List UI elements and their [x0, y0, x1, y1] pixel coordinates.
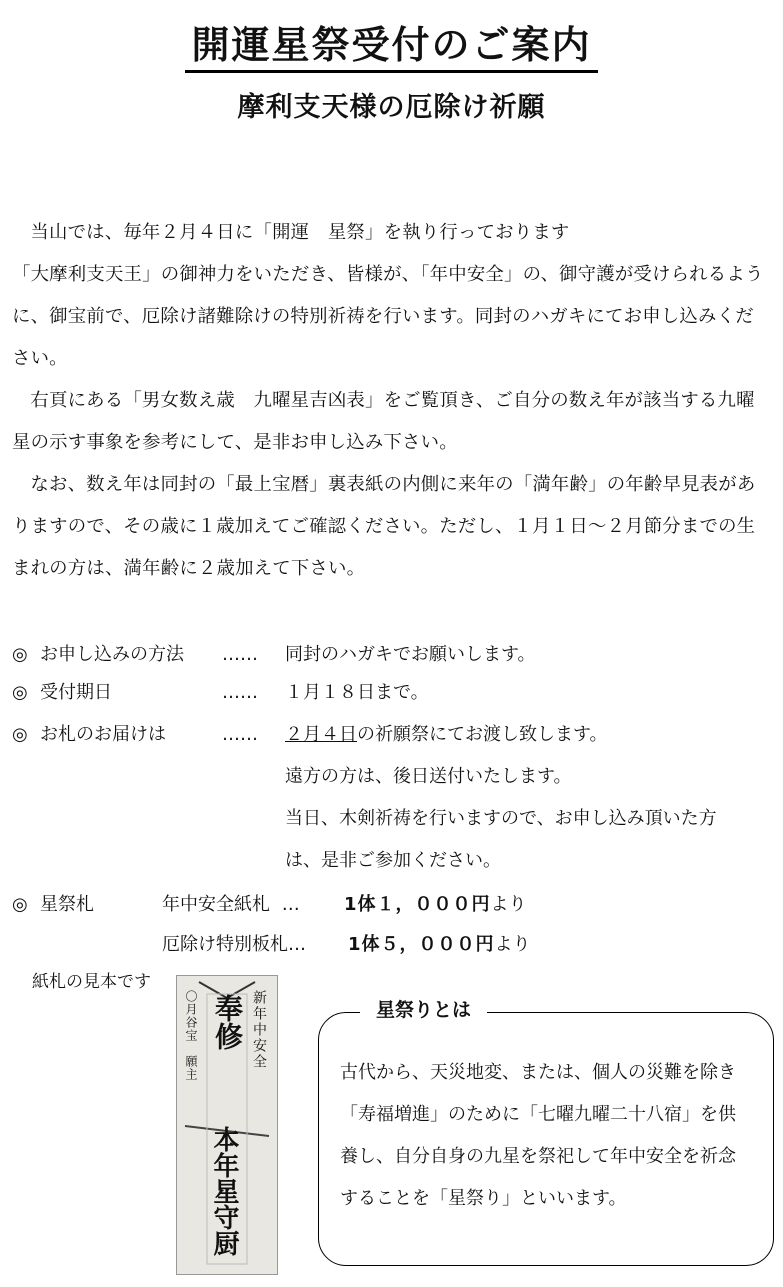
- fuda1-row: [162, 886, 300, 924]
- fuda2-dots: …: [288, 934, 306, 955]
- bullet-mark: ◎: [12, 894, 28, 915]
- fuda1-price: 1体１，０００円: [344, 894, 491, 915]
- hoshi-line: 養し、自分自身の九星を祭祀して年中安全を祈念: [340, 1146, 736, 1167]
- fuda1-name: 年中安全紙札: [162, 894, 270, 915]
- main-text: [12, 212, 772, 590]
- fuda1-suffix: より: [490, 894, 527, 915]
- fuda2-name: 厄除け特別板札: [162, 934, 288, 955]
- info-row-method: [12, 636, 184, 674]
- deadline-label: 受付期日: [40, 682, 112, 703]
- bullet-mark: ◎: [12, 644, 28, 665]
- paragraph-intro: 当山では、毎年２月４日に「開運 星祭」を執り行っております: [30, 222, 570, 243]
- fuda-label: 星祭札: [40, 894, 94, 915]
- sample-label: 紙札の見本です: [32, 972, 151, 992]
- fuda1-dots: …: [281, 894, 300, 915]
- info-row-fuda: [12, 886, 94, 924]
- sample-charm-image: [176, 975, 278, 1275]
- method-dots: ……: [222, 644, 258, 665]
- hoshi-line: 古代から、天災地変、または、個人の災難を除き: [340, 1062, 736, 1083]
- charm-main-bottom: 本年星守厨: [209, 1126, 239, 1256]
- delivery-date: ２月４日: [285, 724, 357, 745]
- delivery-line-remote: 遠方の方は、後日送付いたします。: [285, 766, 572, 787]
- deadline-value: １月１８日まで。: [285, 682, 429, 703]
- deadline-dots: ……: [222, 682, 258, 703]
- charm-right-text: 新年中安全: [251, 990, 267, 1070]
- page-subtitle: 摩利支天様の厄除け祈願: [237, 92, 546, 123]
- hoshi-matsuri-title: 星祭りとは: [360, 996, 487, 1024]
- delivery-line-ceremony: 当日、木剣祈祷を行いますので、お申し込み頂いた方: [285, 808, 717, 829]
- delivery-value: [285, 716, 608, 754]
- method-label: お申し込みの方法: [40, 644, 184, 665]
- fuda2-suffix: より: [494, 934, 531, 955]
- paragraph-chart-reference: 右頁にある「男女数え歳 九曜星吉凶表」をご覧頂き、ご自分の数え年が該当する九曜星の示す事象を参考にして、是非お申し込み下さい。: [12, 390, 755, 453]
- charm-left-text: 〇月谷宝 願主: [184, 990, 198, 1081]
- paragraph-prayer: 「大摩利支天王」の御神力をいただき、皆様が、「年中安全」の、御守護が受けられるように、御宝前で、厄除け諸難除けの特別祈祷を行います。同封のハガキにてお申し込みください。: [12, 264, 764, 369]
- bullet-mark: ◎: [12, 724, 28, 745]
- method-value: 同封のハガキでお願いします。: [285, 644, 536, 665]
- fuda2-price: 1体５，０００円: [348, 934, 495, 955]
- charm-main-top: 奉修: [211, 994, 244, 1050]
- delivery-label: お札のお届けは: [40, 724, 166, 745]
- fuda1-price-row: [344, 886, 527, 924]
- bullet-mark: ◎: [12, 682, 28, 703]
- page-title: [0, 22, 783, 73]
- hoshi-line: することを「星祭り」といいます。: [340, 1188, 627, 1209]
- info-row-delivery: [12, 716, 166, 754]
- hoshi-matsuri-text: [340, 1052, 760, 1220]
- delivery-value-rest: の祈願祭にてお渡し致します。: [357, 724, 608, 745]
- fuda2-row: [162, 926, 306, 964]
- hoshi-line: 「寿福増進」のために「七曜九曜二十八宿」を供: [340, 1104, 736, 1125]
- page-title-text: 開運星祭受付のご案内: [185, 22, 597, 73]
- info-row-deadline: [12, 674, 112, 712]
- delivery-dots: ……: [222, 724, 258, 745]
- delivery-line-attend: は、是非ご参加ください。: [285, 850, 501, 871]
- paragraph-age-note: なお、数え年は同封の「最上宝暦」裏表紙の内側に来年の「満年齢」の年齢早見表がありますので、その歳に１歳加えてご確認ください。ただし、１月１日～２月節分までの生まれの方は、満年齢に２歳加えて下さい。: [12, 474, 756, 579]
- fuda2-price-row: [348, 926, 531, 964]
